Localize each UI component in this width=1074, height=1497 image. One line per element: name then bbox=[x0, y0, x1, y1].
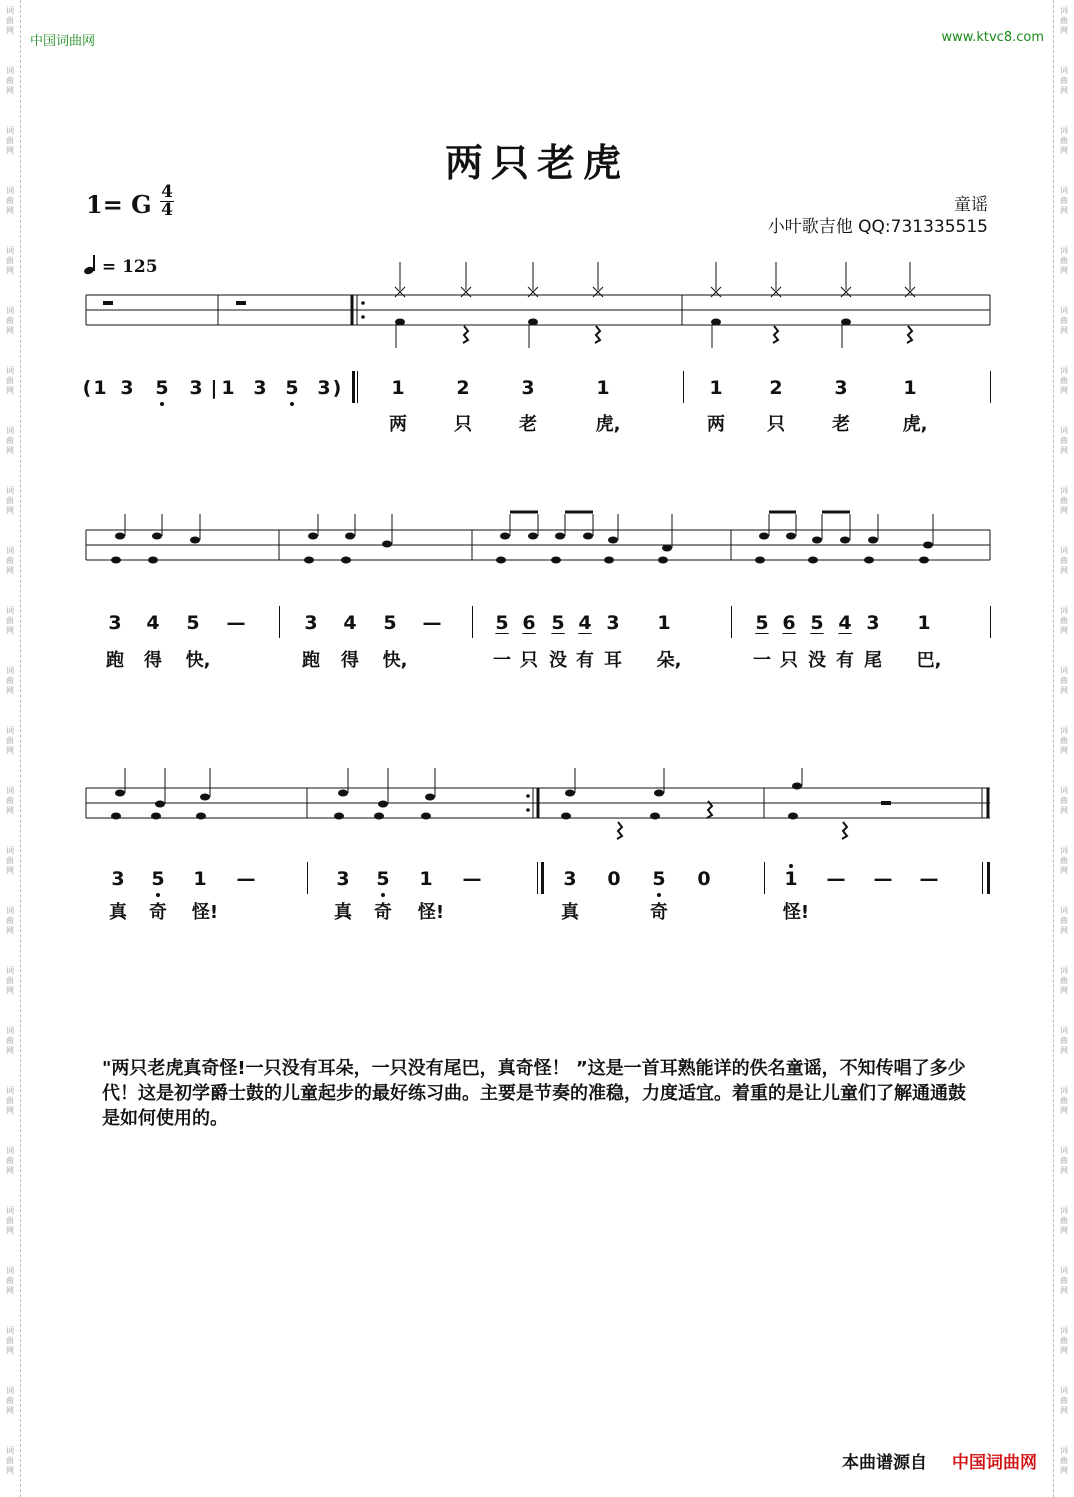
jianpu-note: 5 bbox=[186, 612, 200, 634]
snare-note bbox=[662, 545, 672, 552]
rest-note bbox=[907, 326, 912, 343]
side-watermark-text: 词 曲 网 bbox=[6, 1086, 14, 1115]
lyric-word: 虎, bbox=[595, 414, 621, 435]
side-watermark-text: 词 曲 网 bbox=[6, 366, 14, 395]
lyric-word: 两 bbox=[707, 414, 725, 435]
jianpu-note: 2 bbox=[769, 377, 783, 399]
side-watermark-text: 词 曲 网 bbox=[6, 126, 14, 155]
snare-note bbox=[115, 533, 125, 540]
lyric-word: 没 bbox=[549, 650, 567, 671]
kick-note bbox=[148, 557, 158, 564]
kick-note bbox=[421, 813, 431, 820]
side-watermark-text: 词 曲 网 bbox=[1060, 486, 1068, 515]
jianpu-note: 1 bbox=[93, 377, 107, 399]
kick-note bbox=[111, 813, 121, 820]
lyric-word: 尾 bbox=[864, 650, 882, 671]
jianpu-note: — bbox=[236, 868, 256, 890]
site-name-left[interactable]: 中国词曲网 bbox=[30, 34, 96, 49]
side-watermark-text: 词 曲 网 bbox=[1060, 366, 1068, 395]
side-watermark-text: 词 曲 网 bbox=[6, 186, 14, 215]
side-watermark-text: 词 曲 网 bbox=[1060, 1146, 1068, 1175]
side-watermark-text: 词 曲 网 bbox=[1060, 726, 1068, 755]
kick-note bbox=[755, 557, 765, 564]
lyric-word: 怪! bbox=[191, 902, 219, 923]
jianpu-note: 6 bbox=[522, 612, 536, 634]
song-title: 两只老虎 bbox=[444, 141, 629, 185]
jianpu-note: 3 bbox=[189, 377, 203, 399]
jianpu-note: 5 bbox=[151, 868, 165, 890]
side-watermark-text: 词 曲 网 bbox=[1060, 1386, 1068, 1415]
jianpu-note: 5 bbox=[383, 612, 397, 634]
lyric-word: 只 bbox=[780, 650, 798, 671]
lyric-word: 奇 bbox=[650, 902, 668, 923]
rest-note bbox=[707, 801, 712, 818]
rest-note bbox=[842, 822, 847, 839]
snare-note bbox=[923, 542, 933, 549]
jianpu-note: 0 bbox=[697, 868, 711, 890]
jianpu-note: | bbox=[210, 377, 218, 399]
side-watermark-text: 词 曲 网 bbox=[1060, 546, 1068, 575]
composer-credit: 童谣 bbox=[954, 195, 988, 215]
jianpu-note: 1 bbox=[221, 377, 235, 399]
lyric-line-3 bbox=[0, 898, 1074, 922]
jianpu-note: 5 bbox=[810, 612, 824, 634]
side-watermark-text: 词 曲 网 bbox=[6, 606, 14, 635]
snare-note bbox=[500, 533, 510, 540]
snare-note bbox=[382, 541, 392, 548]
side-watermark-text: 词 曲 网 bbox=[6, 906, 14, 935]
jianpu-line-3 bbox=[0, 868, 1074, 894]
side-watermark-text: 词 曲 网 bbox=[1060, 906, 1068, 935]
jianpu-note: 3 bbox=[521, 377, 535, 399]
kick-note bbox=[395, 319, 405, 326]
snare-note bbox=[115, 790, 125, 797]
jianpu-note: — bbox=[826, 868, 846, 890]
jianpu-note: 1 bbox=[193, 868, 207, 890]
side-watermark-text: 词 曲 网 bbox=[1060, 6, 1068, 35]
jianpu-note: 5 bbox=[285, 377, 299, 399]
snare-note bbox=[200, 794, 210, 801]
octave-dot bbox=[160, 402, 164, 406]
jianpu-note: 4 bbox=[578, 612, 592, 634]
side-watermark-text: 词 曲 网 bbox=[1060, 966, 1068, 995]
jianpu-note: 1 bbox=[709, 377, 723, 399]
kick-note bbox=[496, 557, 506, 564]
jianpu-repeat-bar bbox=[987, 862, 990, 894]
jianpu-note: 5 bbox=[376, 868, 390, 890]
kick-note bbox=[304, 557, 314, 564]
snare-note bbox=[155, 801, 165, 808]
kick-note bbox=[808, 557, 818, 564]
kick-note bbox=[919, 557, 929, 564]
side-watermark-text: 词 曲 网 bbox=[1060, 246, 1068, 275]
snare-note bbox=[190, 537, 200, 544]
side-watermark-text: 词 曲 网 bbox=[1060, 1326, 1068, 1355]
kick-note bbox=[841, 319, 851, 326]
jianpu-line-2 bbox=[0, 612, 1074, 638]
octave-dot bbox=[789, 864, 793, 868]
lyric-line-2 bbox=[0, 646, 1074, 670]
arranger-credit: 小叶歌吉他 QQ:731335515 bbox=[767, 217, 988, 237]
lyric-word: 有 bbox=[836, 650, 854, 671]
snare-note bbox=[528, 533, 538, 540]
jianpu-barline bbox=[279, 606, 280, 638]
jianpu-note: 3 bbox=[336, 868, 350, 890]
snare-note bbox=[378, 801, 388, 808]
jianpu-note: 3 bbox=[304, 612, 318, 634]
staff-system-3 bbox=[86, 788, 990, 818]
snare-note bbox=[786, 533, 796, 540]
jianpu-line-1 bbox=[0, 377, 1074, 403]
octave-dot bbox=[290, 402, 294, 406]
side-watermark-text: 词 曲 网 bbox=[6, 1446, 14, 1475]
kick-note bbox=[151, 813, 161, 820]
jianpu-note: 1 bbox=[903, 377, 917, 399]
snare-note bbox=[812, 537, 822, 544]
jianpu-note: 3 bbox=[563, 868, 577, 890]
side-watermark-text: 词 曲 网 bbox=[6, 786, 14, 815]
jianpu-note: 3 bbox=[834, 377, 848, 399]
kick-note bbox=[658, 557, 668, 564]
lyric-word: 跑 bbox=[302, 650, 320, 671]
jianpu-note: ( bbox=[82, 377, 92, 399]
snare-note bbox=[555, 533, 565, 540]
jianpu-note: — bbox=[919, 868, 939, 890]
snare-note bbox=[308, 533, 318, 540]
side-watermark-text: 词 曲 网 bbox=[1060, 306, 1068, 335]
snare-note bbox=[425, 794, 435, 801]
lyric-word: 只 bbox=[454, 414, 472, 435]
jianpu-note: 5 bbox=[495, 612, 509, 634]
snare-note bbox=[792, 783, 802, 790]
side-watermark-text: 词 曲 网 bbox=[6, 1326, 14, 1355]
footer-source-site[interactable]: 中国词曲网 bbox=[952, 1453, 1037, 1473]
side-watermark-text: 词 曲 网 bbox=[6, 426, 14, 455]
jianpu-note: 5 bbox=[155, 377, 169, 399]
side-watermark-text: 词 曲 网 bbox=[1060, 1266, 1068, 1295]
side-watermark-text: 词 曲 网 bbox=[6, 846, 14, 875]
side-watermark-text: 词 曲 网 bbox=[1060, 786, 1068, 815]
side-watermark-text: 词 曲 网 bbox=[6, 1266, 14, 1295]
key-signature: 1= G bbox=[86, 190, 152, 219]
snare-note bbox=[868, 537, 878, 544]
kick-note bbox=[334, 813, 344, 820]
kick-note bbox=[528, 319, 538, 326]
lyric-word: 快, bbox=[382, 650, 408, 671]
jianpu-note: ) bbox=[332, 377, 342, 399]
jianpu-note: — bbox=[226, 612, 246, 634]
jianpu-note: 3 bbox=[253, 377, 267, 399]
lyric-word: 老 bbox=[519, 414, 537, 435]
jianpu-note: 3 bbox=[866, 612, 880, 634]
lyric-word: 快, bbox=[185, 650, 211, 671]
site-url-right[interactable]: www.ktvc8.com bbox=[941, 30, 1044, 45]
kick-note bbox=[788, 813, 798, 820]
lyric-word: 真 bbox=[561, 902, 579, 923]
lyric-word: 怪! bbox=[417, 902, 445, 923]
tempo-value: = 125 bbox=[101, 257, 158, 277]
side-watermark-text: 词 曲 网 bbox=[1060, 666, 1068, 695]
jianpu-note: 1 bbox=[657, 612, 671, 634]
rest-note bbox=[617, 822, 622, 839]
side-watermark-text: 词 曲 网 bbox=[6, 1026, 14, 1055]
jianpu-note: — bbox=[422, 612, 442, 634]
staff-system-1 bbox=[86, 295, 990, 325]
jianpu-barline bbox=[683, 371, 684, 403]
lyric-word: 得 bbox=[341, 650, 359, 671]
jianpu-barline bbox=[764, 862, 765, 894]
side-watermark-text: 词 曲 网 bbox=[1060, 186, 1068, 215]
side-watermark-text: 词 曲 网 bbox=[6, 1146, 14, 1175]
jianpu-note: 1 bbox=[917, 612, 931, 634]
side-watermark-text: 词 曲 网 bbox=[1060, 1086, 1068, 1115]
side-watermark-text: 词 曲 网 bbox=[6, 1206, 14, 1235]
jianpu-note: 6 bbox=[782, 612, 796, 634]
side-watermark-text: 词 曲 网 bbox=[6, 966, 14, 995]
jianpu-note: 1 bbox=[419, 868, 433, 890]
jianpu-note: — bbox=[873, 868, 893, 890]
side-watermark-text: 词 曲 网 bbox=[6, 726, 14, 755]
lyric-word: 朵, bbox=[656, 650, 682, 671]
side-watermark-text: 词 曲 网 bbox=[1060, 846, 1068, 875]
side-watermark-text: 词 曲 网 bbox=[6, 66, 14, 95]
jianpu-note: 5 bbox=[551, 612, 565, 634]
side-watermark-text: 词 曲 网 bbox=[1060, 1026, 1068, 1055]
lyric-word: 怪! bbox=[782, 902, 810, 923]
side-watermark-text: 词 曲 网 bbox=[6, 6, 14, 35]
side-watermark-text: 词 曲 网 bbox=[6, 666, 14, 695]
lyric-word: 老 bbox=[832, 414, 850, 435]
jianpu-note: 5 bbox=[755, 612, 769, 634]
kick-note bbox=[604, 557, 614, 564]
side-watermark-text: 词 曲 网 bbox=[6, 486, 14, 515]
lyric-word: 跑 bbox=[106, 650, 124, 671]
side-watermark-text: 词 曲 网 bbox=[6, 546, 14, 575]
octave-dot bbox=[381, 893, 385, 897]
jianpu-note: 3 bbox=[120, 377, 134, 399]
rest-note bbox=[595, 326, 600, 343]
jianpu-note: 3 bbox=[606, 612, 620, 634]
time-sig-bottom: 4 bbox=[161, 200, 173, 220]
lyric-line-1 bbox=[0, 410, 1074, 434]
jianpu-repeat-bar bbox=[537, 862, 538, 894]
snare-note bbox=[608, 537, 618, 544]
kick-note bbox=[864, 557, 874, 564]
jianpu-note: 3 bbox=[111, 868, 125, 890]
side-watermark-text: 词 曲 网 bbox=[1060, 606, 1068, 635]
jianpu-repeat-bar bbox=[357, 371, 358, 403]
lyric-word: 只 bbox=[767, 414, 785, 435]
jianpu-barline bbox=[307, 862, 308, 894]
side-watermark-text: 词 曲 网 bbox=[1060, 126, 1068, 155]
lyric-word: 一 bbox=[493, 650, 511, 671]
jianpu-note: 4 bbox=[146, 612, 160, 634]
kick-note bbox=[341, 557, 351, 564]
snare-note bbox=[654, 790, 664, 797]
lyric-word: 巴, bbox=[916, 650, 942, 671]
side-watermark-text: 词 曲 网 bbox=[1060, 66, 1068, 95]
lyric-word: 奇 bbox=[374, 902, 392, 923]
snare-note bbox=[565, 790, 575, 797]
jianpu-note: — bbox=[462, 868, 482, 890]
snare-note bbox=[345, 533, 355, 540]
octave-dot bbox=[156, 893, 160, 897]
kick-note bbox=[561, 813, 571, 820]
lyric-word: 奇 bbox=[149, 902, 167, 923]
lyric-word: 耳 bbox=[604, 650, 622, 671]
lyric-word: 两 bbox=[389, 414, 407, 435]
jianpu-note: 1 bbox=[784, 868, 798, 890]
lyric-word: 有 bbox=[576, 650, 594, 671]
jianpu-barline bbox=[990, 371, 991, 403]
jianpu-note: 1 bbox=[596, 377, 610, 399]
jianpu-barline bbox=[990, 606, 991, 638]
side-watermark-text: 词 曲 网 bbox=[6, 246, 14, 275]
jianpu-repeat-bar bbox=[982, 862, 983, 894]
lyric-word: 没 bbox=[808, 650, 826, 671]
song-description: "两只老虎真奇怪!一只没有耳朵，一只没有尾巴，真奇怪！ ”这是一首耳熟能详的佚名童谣，不知传唱了多少代！这是初学爵士鼓的儿童起步的最好练习曲。主要是节奏的准稳，力度适宜。着重的是让儿童们了解通通鼓是如何使用的。 bbox=[102, 1058, 966, 1129]
kick-note bbox=[711, 319, 721, 326]
jianpu-repeat-bar bbox=[541, 862, 544, 894]
jianpu-note: 1 bbox=[391, 377, 405, 399]
side-watermark-text: 词 曲 网 bbox=[6, 1386, 14, 1415]
side-watermark-text: 词 曲 网 bbox=[1060, 1446, 1068, 1475]
jianpu-note: 0 bbox=[607, 868, 621, 890]
kick-note bbox=[196, 813, 206, 820]
octave-dot bbox=[657, 893, 661, 897]
jianpu-note: 4 bbox=[343, 612, 357, 634]
snare-note bbox=[152, 533, 162, 540]
jianpu-note: 4 bbox=[838, 612, 852, 634]
jianpu-repeat-bar bbox=[352, 371, 355, 403]
side-watermark-text: 词 曲 网 bbox=[6, 306, 14, 335]
snare-note bbox=[338, 790, 348, 797]
jianpu-barline bbox=[472, 606, 473, 638]
time-sig-top: 4 bbox=[161, 182, 173, 202]
lyric-word: 只 bbox=[520, 650, 538, 671]
rest-note bbox=[773, 326, 778, 343]
snare-note bbox=[759, 533, 769, 540]
kick-note bbox=[111, 557, 121, 564]
jianpu-barline bbox=[731, 606, 732, 638]
snare-note bbox=[583, 533, 593, 540]
lyric-word: 真 bbox=[109, 902, 127, 923]
kick-note bbox=[551, 557, 561, 564]
side-watermark-text: 词 曲 网 bbox=[1060, 426, 1068, 455]
snare-note bbox=[840, 537, 850, 544]
lyric-word: 真 bbox=[334, 902, 352, 923]
jianpu-note: 3 bbox=[317, 377, 331, 399]
kick-note bbox=[374, 813, 384, 820]
lyric-word: 一 bbox=[753, 650, 771, 671]
side-watermark-text: 词 曲 网 bbox=[1060, 1206, 1068, 1235]
kick-note bbox=[650, 813, 660, 820]
footer-source-label: 本曲谱源自 bbox=[842, 1453, 927, 1473]
lyric-word: 虎, bbox=[902, 414, 928, 435]
lyric-word: 得 bbox=[144, 650, 162, 671]
rest-note bbox=[463, 326, 468, 343]
jianpu-note: 3 bbox=[108, 612, 122, 634]
jianpu-note: 5 bbox=[652, 868, 666, 890]
jianpu-note: 2 bbox=[456, 377, 470, 399]
